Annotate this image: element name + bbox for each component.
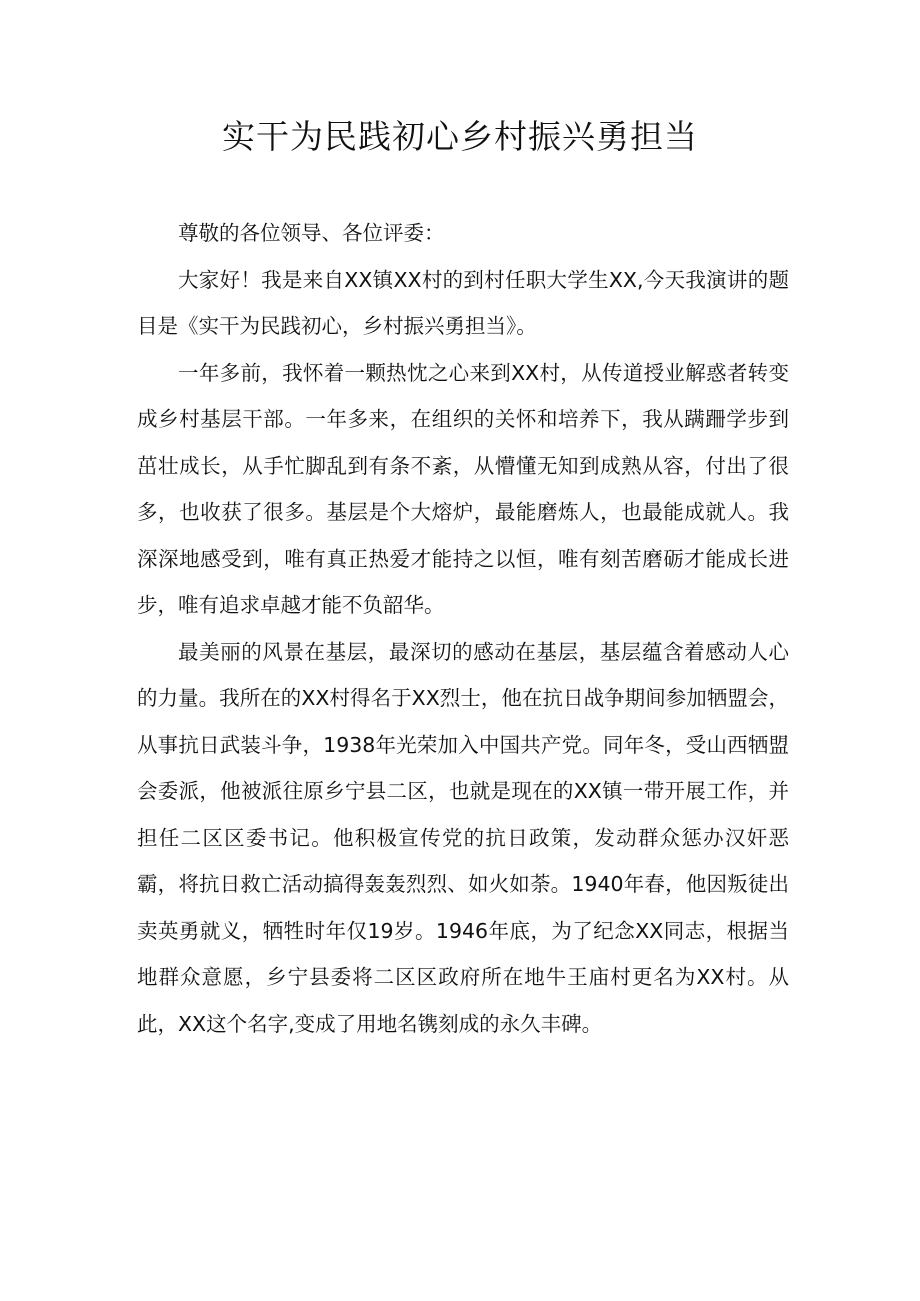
- history-paragraph: 最美丽的风景在基层，最深切的感动在基层，基层蕴含着感动人心的力量。我所在的XX村得名于XX烈士，他在抗日战争期间参加牺盟会，从事抗日武装斗争，1938年光荣加入中国共产党。同年冬，受山西牺盟会委派，他被派往原乡宁县二区，也就是现在的XX镇一带开展工作，并担任二区区委书记。他积极宣传党的抗日政策，发动群众惩办汉奸恶霸，将抗日救亡活动搞得轰轰烈烈、如火如荼。1940年春，他因叛徒出卖英勇就义，牺牲时年仅19岁。1946年底，为了纪念XX同志，根据当地群众意愿，乡宁县委将二区区政府所在地牛王庙村更名为XX村。从此，XX这个名字,变成了用地名镌刻成的永久丰碑。: [137, 639, 789, 1036]
- experience-paragraph: 一年多前，我怀着一颗热忱之心来到XX村，从传道授业解惑者转变成乡村基层干部。一年多来，在组织的关怀和培养下，我从蹒跚学步到茁壮成长，从手忙脚乱到有条不紊，从懵懂无知到成熟从容，付出了很多，也收获了很多。基层是个大熔炉，最能磨炼人，也最能成就人。我深深地感受到，唯有真正热爱才能持之以恒，唯有刻苦磨砺才能成长进步，唯有追求卓越才能不负韶华。: [137, 360, 789, 617]
- document-body: [137, 210, 789, 1047]
- intro-paragraph: 大家好！我是来自XX镇XX村的到村任职大学生XX,今天我演讲的题目是《实干为民践初心，乡村振兴勇担当》。: [137, 267, 789, 338]
- document-title: 实干为民践初心乡村振兴勇担当: [222, 117, 698, 156]
- salutation-paragraph: 尊敬的各位领导、各位评委：: [178, 221, 445, 245]
